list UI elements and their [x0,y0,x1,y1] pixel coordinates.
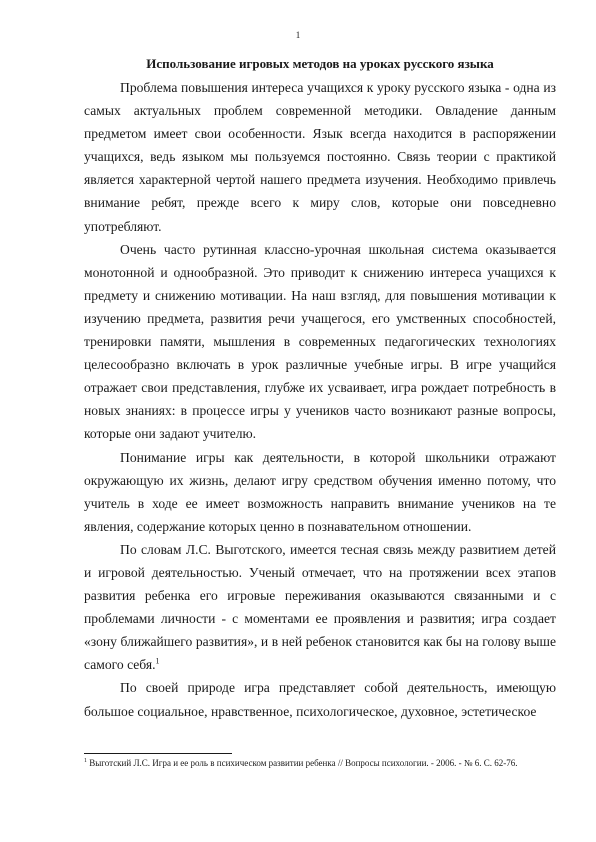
document-body [84,76,556,723]
footnote-reference: 1 [155,656,160,666]
paragraph-1: Проблема повышения интереса учащихся к уроку русского языка - одна из самых актуальных проблем современной методики. Овладение данным предметом имеет свои особенности. Язык всегда находится в распоряжении учащихся, ведь языком мы пользуемся постоянно. Связь теории с практикой является характерной чертой нашего предмета изучения. Необходимо привлечь внимание ребят, прежде всего к миру слов, которые они повседневно употребляют. [84,80,556,234]
page-number: 1 [295,30,301,40]
document-title: Использование игровых методов на уроках русского языка [146,56,494,71]
paragraph-3: Понимание игры как деятельности, в которой школьники отражают окружающую их жизнь, делают игру средством обучения именно потому, что учитель в ходе ее имеет возможность направить внимание учеников на те явления, содержание которых ценно в познавательном отношении. [84,449,556,534]
paragraph-4-text: По словам Л.С. Выготского, имеется тесная связь между развитием детей и игровой деятельностью. Ученый отмечает, что на протяжении всех этапов развития ребенка его игровые переживания оказываются связанными и с проблемами личности - с моментами ее проявления и развития; игра создает «зону ближайшего развития», и в ней ребенок становится как бы на голову выше самого себя. [84,541,556,673]
paragraph-4 [84,538,556,677]
paragraph-5: По своей природе игра представляет собой деятельность, имеющую большое социальное, нравственное, психологическое, духовное, эстетическое [84,680,556,719]
paragraph-2: Очень часто рутинная классно-урочная школьная система оказывается монотонной и однообразной. Это приводит к снижению интереса учащихся к предмету и снижению мотивации. На наш взгляд, для повышения мотивации к изучению предмета, развития речи учащегося, его умственных способностей, тренировки памяти, мышления в современных педагогических технологиях целесообразно включать в урок различные учебные игры. В игре учащийся отражает свои представления, глубже их усваивает, игра рождает потребность в новых знаниях: в процессе игры у учеников часто возникают разные вопросы, которые они задают учителю. [84,241,556,442]
footnote-text: Выготский Л.С. Игра и ее роль в психическом развитии ребенка // Вопросы психологии. - 2006. - № 6. С. 62-76. [89,758,518,768]
footnote [84,757,556,769]
footnote-divider [84,753,232,754]
footnote-marker: 1 [84,758,87,764]
